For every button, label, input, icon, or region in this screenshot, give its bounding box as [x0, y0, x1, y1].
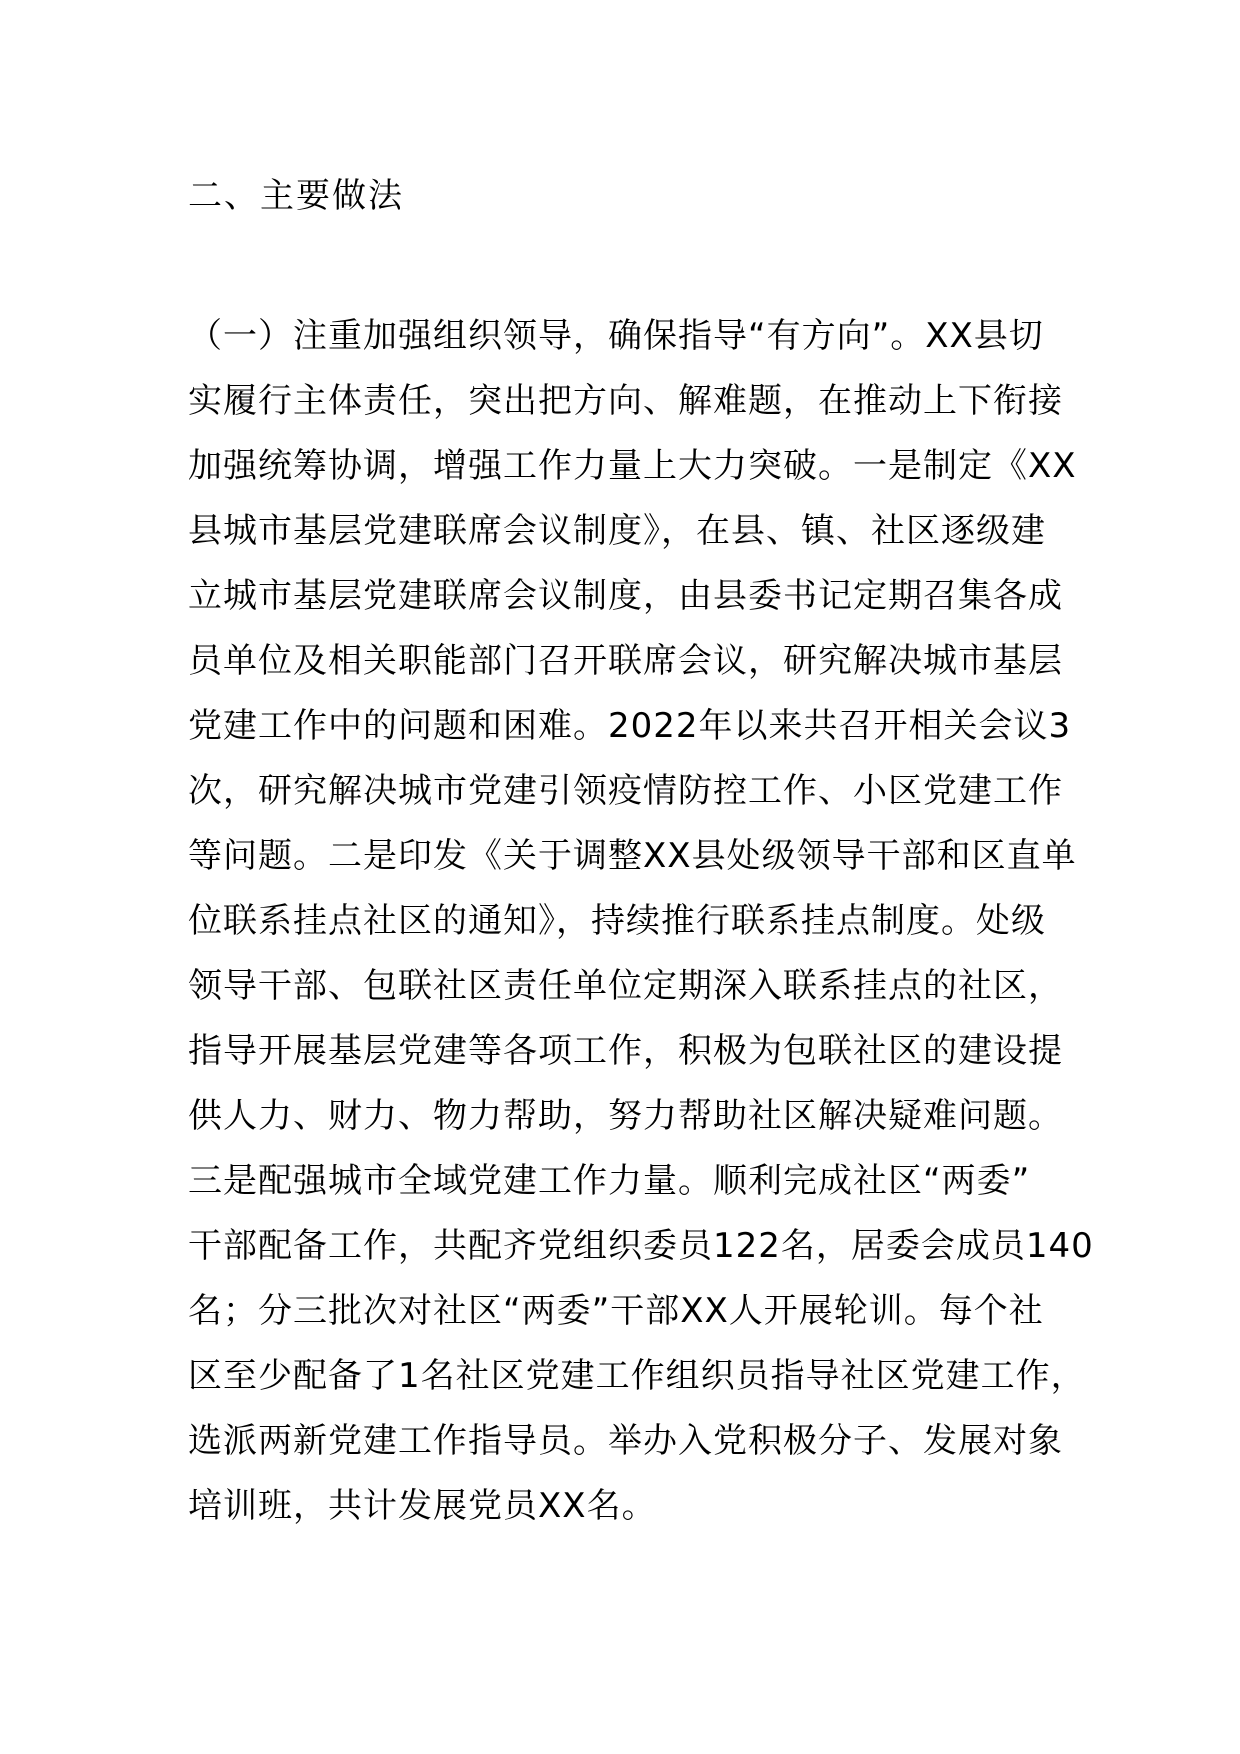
- body-line: 领导干部、包联社区责任单位定期深入联系挂点的社区，: [188, 966, 1063, 1006]
- body-line: 等问题。二是印发《关于调整XX县处级领导干部和区直单: [188, 836, 1077, 876]
- body-line: 加强统筹协调，增强工作力量上大力突破。一是制定《XX: [188, 446, 1077, 486]
- body-line: 次，研究解决城市党建引领疫情防控工作、小区党建工作: [188, 771, 1063, 811]
- body-line: 位联系挂点社区的通知》，持续推行联系挂点制度。处级: [188, 901, 1046, 941]
- body-line: 员单位及相关职能部门召开联席会议，研究解决城市基层: [188, 641, 1063, 681]
- body-line: 供人力、财力、物力帮助，努力帮助社区解决疑难问题。: [188, 1096, 1063, 1136]
- body-line: 名；分三批次对社区“两委”干部XX人开展轮训。每个社: [188, 1291, 1044, 1331]
- body-line: 指导开展基层党建等各项工作，积极为包联社区的建设提: [188, 1031, 1063, 1071]
- document-body: [188, 304, 1094, 1539]
- body-line: 区至少配备了1名社区党建工作组织员指导社区党建工作，: [188, 1356, 1086, 1396]
- body-line: 实履行主体责任，突出把方向、解难题，在推动上下衔接: [188, 381, 1063, 421]
- body-line: 培训班，共计发展党员XX名。: [188, 1486, 657, 1526]
- body-line: 干部配备工作，共配齐党组织委员122名，居委会成员140: [188, 1226, 1094, 1266]
- body-line: 选派两新党建工作指导员。举办入党积极分子、发展对象: [188, 1421, 1063, 1461]
- body-line: 党建工作中的问题和困难。2022年以来共召开相关会议3: [188, 706, 1072, 746]
- section-heading: 二、主要做法: [188, 176, 404, 216]
- body-line: 立城市基层党建联席会议制度，由县委书记定期召集各成: [188, 576, 1063, 616]
- body-line: （一）注重加强组织领导，确保指导“有方向”。XX县切: [188, 316, 1044, 356]
- body-line: 县城市基层党建联席会议制度》，在县、镇、社区逐级建: [188, 511, 1046, 551]
- body-line: 三是配强城市全域党建工作力量。顺利完成社区“两委”: [188, 1161, 1031, 1201]
